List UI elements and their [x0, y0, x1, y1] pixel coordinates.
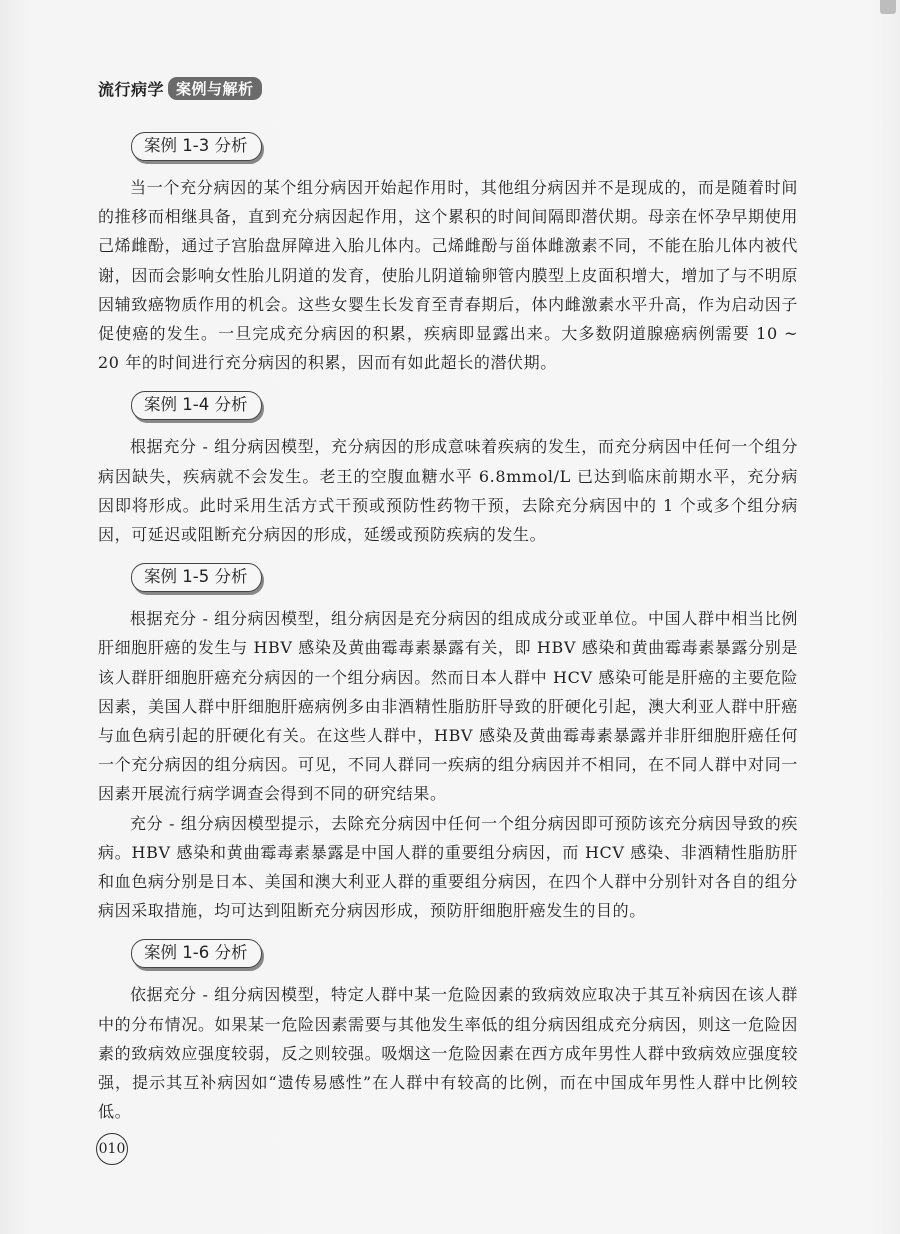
paragraph: 根据充分 - 组分病因模型，组分病因是充分病因的组成成分或亚单位。中国人群中相当比例肝细胞肝癌的发生与 HBV 感染及黄曲霉毒素暴露有关，即 HBV 感染和黄曲霉毒素暴露分别是该人群肝细胞肝癌充分病因的一个组分病因。然而日本人群中 HCV 感染可能是肝癌的主要危险因素，美国人群中肝细胞肝癌病例多由非酒精性脂肪肝导致的肝硬化引起，澳大利亚人群中肝癌与血色病引起的肝硬化有关。在这些人群中，HBV 感染及黄曲霉毒素暴露并非肝细胞肝癌任何一个充分病因的组分病因。可见，不同人群同一疾病的组分病因并不相同，在不同人群中对同一因素开展流行病学调查会得到不同的研究结果。	[98, 609, 798, 804]
corner-mark	[880, 0, 896, 14]
case-section-1-3	[98, 132, 798, 377]
case-label: 案例 1-4 分析	[131, 391, 262, 420]
page-content	[98, 132, 798, 1140]
case-label: 案例 1-6 分析	[131, 939, 262, 968]
paragraph: 当一个充分病因的某个组分病因开始起作用时，其他组分病因并不是现成的，而是随着时间的推移而相继具备，直到充分病因起作用，这个累积的时间间隔即潜伏期。母亲在怀孕早期使用己烯雌酚，通过子宫胎盘屏障进入胎儿体内。己烯雌酚与甾体雌激素不同，不能在胎儿体内被代谢，因而会影响女性胎儿阴道的发育，使胎儿阴道输卵管内膜型上皮面积增大，增加了与不明原因辅致癌物质作用的机会。这些女婴生长发育至青春期后，体内雌激素水平升高，作为启动因子促使癌的发生。一旦完成充分病因的积累，疾病即显露出来。大多数阴道腺癌病例需要 10 ~ 20 年的时间进行充分病因的积累，因而有如此超长的潜伏期。	[98, 178, 798, 373]
paragraph: 依据充分 - 组分病因模型，特定人群中某一危险因素的致病效应取决于其互补病因在该人群中的分布情况。如果某一危险因素需要与其他发生率低的组分病因组成充分病因，则这一危险因素的致病效应强度较弱，反之则较强。吸烟这一危险因素在西方成年男性人群中致病效应强度较强，提示其互补病因如“遗传易感性”在人群中有较高的比例，而在中国成年男性人群中比例较低。	[98, 985, 798, 1122]
case-section-1-5	[98, 563, 798, 925]
running-header	[98, 76, 262, 100]
case-label: 案例 1-3 分析	[131, 132, 262, 161]
book-title: 流行病学	[98, 79, 165, 99]
case-label: 案例 1-5 分析	[131, 563, 262, 592]
page-number: 010	[96, 1133, 128, 1165]
paragraph: 充分 - 组分病因模型提示，去除充分病因中任何一个组分病因即可预防该充分病因导致的疾病。HBV 感染和黄曲霉毒素暴露是中国人群的重要组分病因，而 HCV 感染、非酒精性脂肪肝和血色病分别是日本、美国和澳大利亚人群的重要组分病因，在四个人群中分别针对各自的组分病因采取措施，均可达到阻断充分病因形成，预防肝细胞肝癌发生的目的。	[98, 813, 798, 921]
case-section-1-6	[98, 939, 798, 1126]
case-section-1-4	[98, 391, 798, 549]
book-subtitle-badge: 案例与解析	[168, 77, 262, 100]
paragraph: 根据充分 - 组分病因模型，充分病因的形成意味着疾病的发生，而充分病因中任何一个组分病因缺失，疾病就不会发生。老王的空腹血糖水平 6.8mmol/L 已达到临床前期水平，充分病因即将形成。此时采用生活方式干预或预防性药物干预，去除充分病因中的 1 个或多个组分病因，可延迟或阻断充分病因的形成，延缓或预防疾病的发生。	[98, 437, 798, 545]
